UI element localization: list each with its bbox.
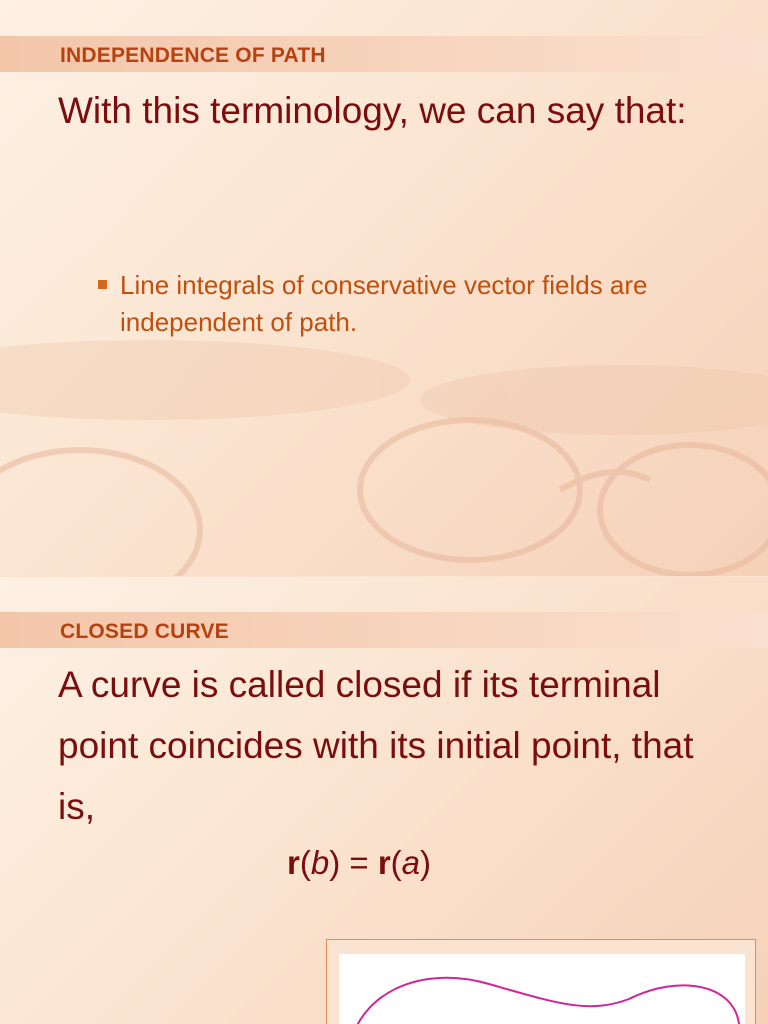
slide-title: INDEPENDENCE OF PATH <box>60 44 326 67</box>
decorative-glasses-background <box>0 340 768 576</box>
figure-canvas <box>339 954 745 1024</box>
slide-body-text: A curve is called closed if its terminal point coincides with its initial point, that is, <box>58 664 694 827</box>
title-bar <box>0 36 768 72</box>
vector-r: r <box>377 844 391 881</box>
closed-curve-equation: r(b) = r(a) <box>287 844 432 881</box>
param-b: b <box>310 844 330 881</box>
bullet-square-icon <box>98 280 107 289</box>
slide-closed-curve <box>0 577 768 1024</box>
param-a: a <box>401 844 421 881</box>
slide-title: CLOSED CURVE <box>60 620 229 643</box>
closed-curve-figure <box>326 939 756 1024</box>
slide-body-text: With this terminology, we can say that: <box>58 90 687 131</box>
vector-r: r <box>287 844 300 881</box>
equals-sign: = <box>349 844 369 881</box>
title-bar <box>0 612 768 648</box>
closed-curve-drawing <box>339 954 745 1024</box>
bullet-item: Line integrals of conservative vector fields are independent of path. <box>120 270 648 337</box>
